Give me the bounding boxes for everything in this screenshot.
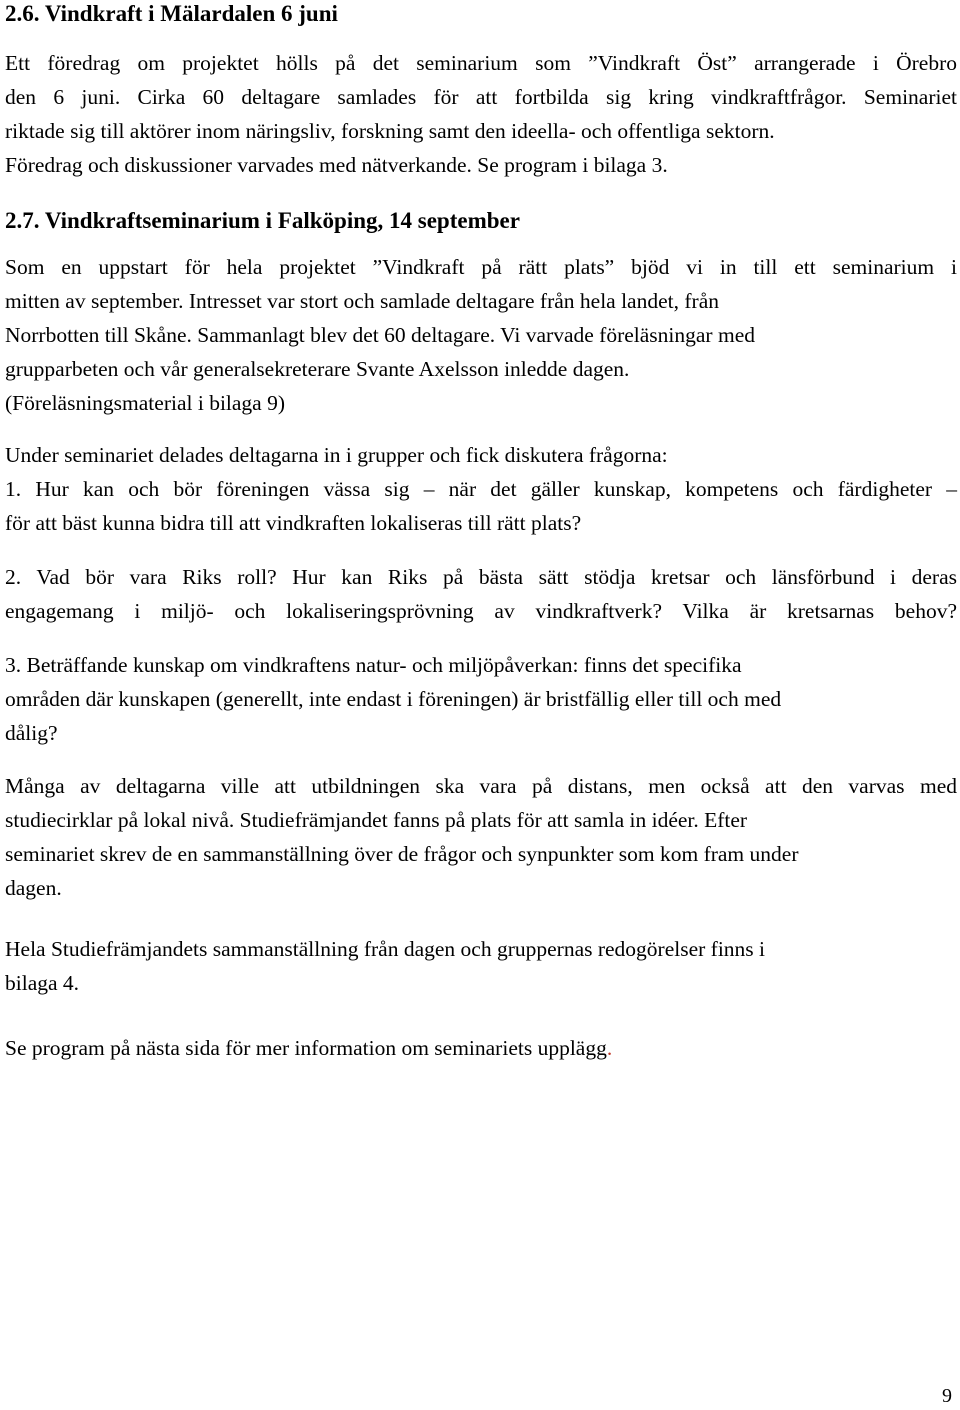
closing-end-mark: .: [606, 1036, 613, 1060]
closing-line: [5, 1031, 957, 1065]
text-line: Många av deltagarna ville att utbildningen ska vara på distans, men också att den varvas med: [5, 774, 957, 798]
closing-paragraph: [5, 1031, 957, 1065]
section-heading-2-7: 2.7. Vindkraftseminarium i Falköping, 14 september: [5, 208, 520, 233]
text-line: riktade sig till aktörer inom näringsliv, forskning samt den ideella- och offentliga sektorn.: [5, 119, 775, 143]
text-line: den 6 juni. Cirka 60 deltagare samlades för att fortbilda sig kring vindkraftfrågor. Seminariet: [5, 85, 957, 109]
question-3-paragraph: [5, 648, 957, 750]
text-line: Hela Studiefrämjandets sammanställning från dagen och gruppernas redogörelser finns i: [5, 937, 766, 961]
text-line: bilaga 4.: [5, 971, 80, 995]
text-line: Som en uppstart för hela projektet ”Vindkraft på rätt plats” bjöd vi in till ett seminarium i: [5, 255, 957, 279]
page-number: 9: [942, 1385, 952, 1407]
text-line: Norrbotten till Skåne. Sammanlagt blev det 60 deltagare. Vi varvade föreläsningar med: [5, 323, 755, 347]
section-heading-2-6: 2.6. Vindkraft i Mälardalen 6 juni: [5, 1, 338, 26]
summary-paragraph: [5, 932, 957, 1000]
text-line: mitten av september. Intresset var stort och samlade deltagare från hela landet, från: [5, 289, 719, 313]
text-line: seminariet skrev de en sammanställning över de frågor och synpunkter som kom fram under: [5, 842, 799, 866]
text-line: dagen.: [5, 876, 62, 900]
section-2-6-paragraph: [5, 46, 957, 182]
text-line: Föredrag och diskussioner varvades med nätverkande. Se program i bilaga 3.: [5, 153, 668, 177]
text-line: Under seminariet delades deltagarna in i grupper och fick diskutera frågorna:: [5, 443, 668, 467]
feedback-paragraph: [5, 769, 957, 905]
question-2-line: engagemang i miljö- och lokaliseringsprövning av vindkraftverk? Vilka är kretsarnas behov?: [5, 599, 957, 623]
closing-text: Se program på nästa sida för mer information om seminariets upplägg: [5, 1036, 607, 1060]
text-line: studiecirklar på lokal nivå. Studiefrämjandet fanns på plats för att samla in idéer. Efter: [5, 808, 748, 832]
section-2-7-intro-paragraph: [5, 250, 957, 420]
text-line: grupparbeten och vår generalsekreterare Svante Axelsson inledde dagen.: [5, 357, 630, 381]
question-2-paragraph: [5, 560, 957, 628]
question-3-line: områden där kunskapen (generellt, inte endast i föreningen) är bristfällig eller till och med: [5, 687, 782, 711]
text-line: Ett föredrag om projektet hölls på det seminarium som ”Vindkraft Öst” arrangerade i Örebro: [5, 51, 957, 75]
question-1-line: 1. Hur kan och bör föreningen vässa sig – när det gäller kunskap, kompetens och färdigheter –: [5, 477, 957, 501]
question-1-line: för att bäst kunna bidra till att vindkraften lokaliseras till rätt plats?: [5, 511, 582, 535]
questions-intro-paragraph: [5, 438, 957, 540]
question-3-line: 3. Beträffande kunskap om vindkraftens natur- och miljöpåverkan: finns det specifika: [5, 653, 742, 677]
text-line: (Föreläsningsmaterial i bilaga 9): [5, 391, 286, 415]
question-3-line: dålig?: [5, 721, 58, 745]
question-2-line: 2. Vad bör vara Riks roll? Hur kan Riks på bästa sätt stödja kretsar och länsförbund i deras: [5, 565, 957, 589]
